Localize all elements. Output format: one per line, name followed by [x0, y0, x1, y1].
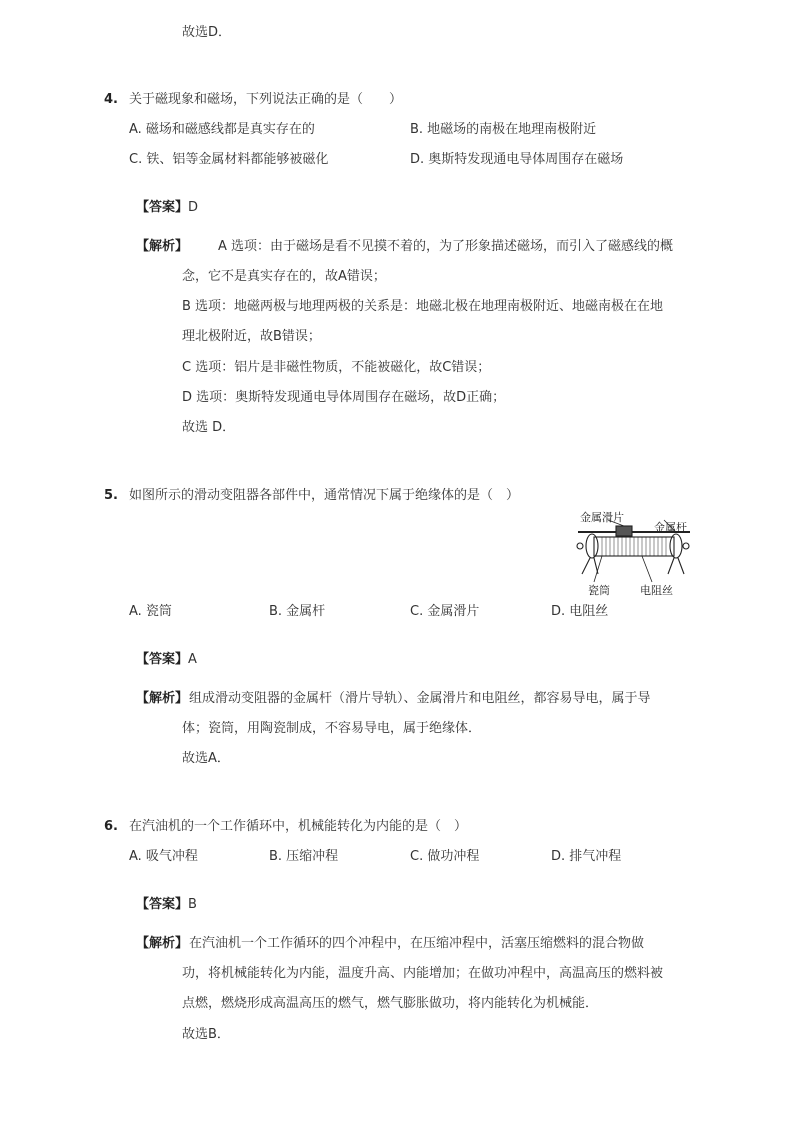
answer-value: A: [188, 652, 197, 667]
analysis-line: 故选B．: [182, 1027, 230, 1042]
analysis-line: A 选项：由于磁场是看不见摸不着的，为了形象描述磁场，而引入了磁感线的概: [218, 239, 674, 254]
terminal-right: [683, 543, 689, 549]
label-wire: 电阻丝: [640, 584, 673, 597]
analysis-line: D 选项：奥斯特发现通电导体周围存在磁场，故D正确；: [182, 390, 506, 405]
option-b: B. 地磁场的南极在地理南极附近: [410, 122, 597, 137]
question-stem: 关于磁现象和磁场，下列说法正确的是（ ）: [129, 92, 403, 107]
option-b: B. 金属杆: [269, 604, 326, 619]
analysis-line: 在汽油机一个工作循环的四个冲程中，在压缩冲程中，活塞压缩燃料的混合物做: [189, 936, 645, 951]
label-rod: 金属杆: [654, 521, 687, 534]
answer-label: 【答案】: [136, 897, 189, 912]
analysis-line: B 选项：地磁两极与地理两极的关系是：地磁北极在地理南极附近、地磁南极在在地: [182, 299, 664, 314]
option-c: C. 金属滑片: [410, 604, 480, 619]
analysis-line: 体；瓷筒，用陶瓷制成，不容易导电，属于绝缘体．: [182, 721, 482, 736]
analysis-label: 【解析】: [136, 936, 189, 951]
answer-value: B: [188, 897, 197, 912]
analysis-label: 【解析】: [136, 691, 189, 706]
analysis-line: 点燃，燃烧形成高温高压的燃气，燃气膨胀做功，将内能转化为机械能．: [182, 996, 599, 1011]
option-a: A. 瓷筒: [129, 604, 172, 619]
analysis-line: 理北极附近，故B错误；: [182, 329, 321, 344]
question-stem: 在汽油机的一个工作循环中，机械能转化为内能的是（ ）: [129, 819, 468, 834]
option-d: D. 奥斯特发现通电导体周围存在磁场: [410, 152, 624, 167]
answer-label: 【答案】: [136, 652, 189, 667]
answer-label: 【答案】: [136, 200, 189, 215]
option-a: A. 吸气冲程: [129, 849, 198, 864]
option-c: C. 铁、铝等金属材料都能够被磁化: [129, 152, 329, 167]
end-cap-left: [586, 534, 598, 558]
answer: [136, 896, 197, 914]
option-d: D. 排气冲程: [551, 849, 622, 864]
question-number: 6.: [104, 819, 118, 834]
analysis-line: 组成滑动变阻器的金属杆（滑片导轨）、金属滑片和电阻丝，都容易导电，属于导: [189, 691, 651, 706]
analysis-label: 【解析】: [136, 239, 189, 254]
option-d: D. 电阻丝: [551, 604, 609, 619]
analysis-line: 念，它不是真实存在的，故A错误；: [182, 269, 386, 284]
option-b: B. 压缩冲程: [269, 849, 339, 864]
analysis-line: 功，将机械能转化为内能，温度升高、内能增加；在做功冲程中，高温高压的燃料被: [182, 966, 664, 981]
answer: [136, 199, 198, 217]
analysis-line: 故选 D．: [182, 420, 236, 435]
answer: [136, 651, 197, 669]
label-tube: 瓷筒: [588, 584, 610, 597]
label-slider: 金属滑片: [580, 511, 624, 524]
option-a: A. 磁场和磁感线都是真实存在的: [129, 122, 315, 137]
previous-conclusion: 故选D．: [182, 25, 232, 40]
option-c: C. 做功冲程: [410, 849, 480, 864]
analysis-line: C 选项：铝片是非磁性物质，不能被磁化，故C错误；: [182, 360, 491, 375]
end-cap-right: [670, 534, 682, 558]
answer-value: D: [188, 200, 199, 215]
rheostat-figure: [572, 506, 702, 601]
resistance-wire-winding: [602, 537, 666, 556]
analysis-line: 故选A．: [182, 751, 230, 766]
question-number: 5.: [104, 488, 118, 503]
metal-slider: [616, 526, 632, 536]
question-number: 4.: [104, 92, 118, 107]
terminal-left: [577, 543, 583, 549]
question-stem: 如图所示的滑动变阻器各部件中，通常情况下属于绝缘体的是（ ）: [129, 488, 520, 503]
